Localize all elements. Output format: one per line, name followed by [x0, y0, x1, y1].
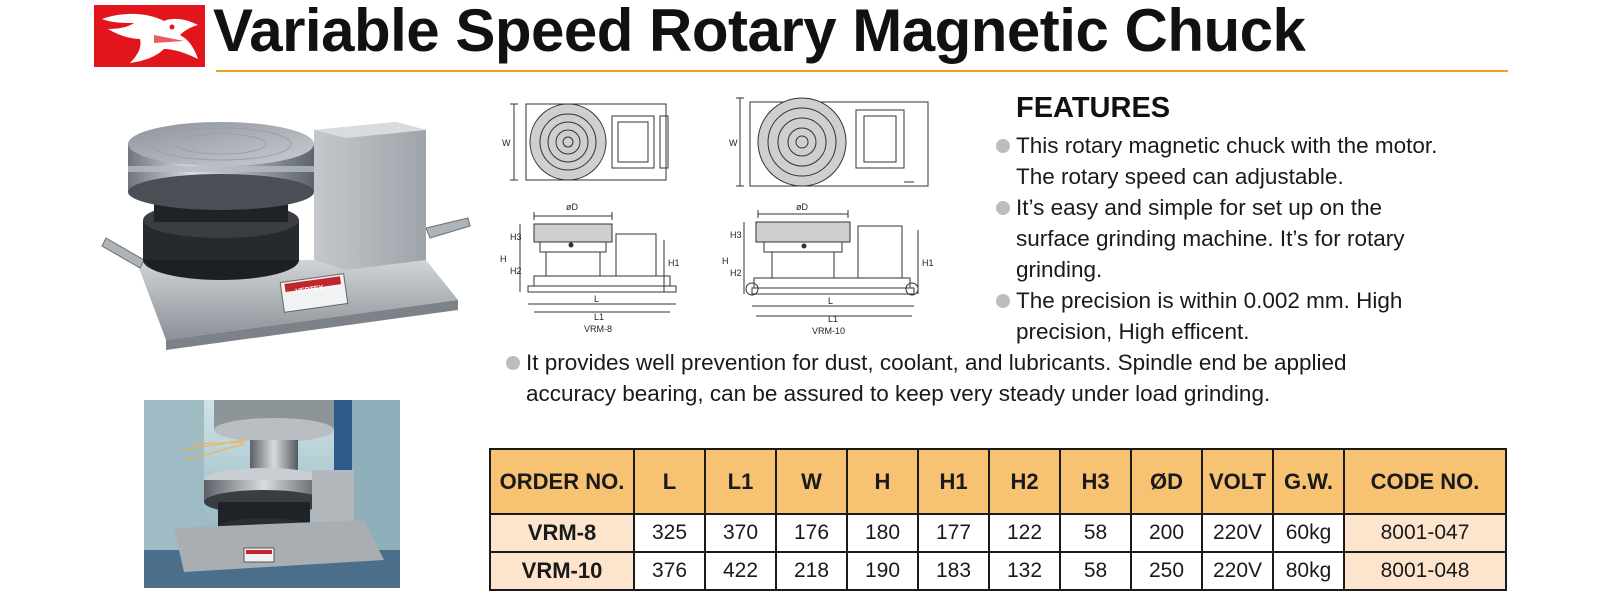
bullet-icon: [996, 294, 1010, 308]
dim-h3-label: H3: [730, 230, 742, 240]
drawing-vrm-10: [722, 90, 943, 340]
column-header: H: [847, 449, 918, 514]
dim-h1-label: H1: [922, 258, 934, 268]
dim-l-label: L: [828, 296, 834, 306]
dim-diameter-label: øD: [566, 202, 578, 212]
table-row: [490, 514, 1506, 552]
features-heading: FEATURES: [1016, 92, 1171, 124]
dim-w-label: W: [729, 138, 738, 148]
column-header: CODE NO.: [1344, 449, 1506, 514]
eagle-icon: [94, 5, 205, 67]
column-header: H1: [918, 449, 989, 514]
product-photo: [96, 110, 480, 350]
nameplate-text: VERTEX: [295, 284, 324, 296]
table-cell: 180: [847, 514, 918, 552]
feature-text: The rotary speed can adjustable.: [1016, 164, 1344, 189]
table-cell: 58: [1060, 514, 1131, 552]
feature-text: accuracy bearing, can be assured to keep very steady under load grinding.: [526, 381, 1271, 406]
column-header: L: [634, 449, 705, 514]
column-header: G.W.: [1273, 449, 1344, 514]
order-no-cell: VRM-8: [490, 514, 634, 552]
feature-item-2: [1016, 192, 1405, 285]
table-cell: 220V: [1202, 514, 1273, 552]
dim-h-label: H: [722, 256, 729, 266]
bullet-icon: [996, 139, 1010, 153]
table-row: [490, 552, 1506, 590]
table-cell: 325: [634, 514, 705, 552]
dim-h3-label: H3: [510, 232, 522, 242]
bullet-icon: [996, 201, 1010, 215]
dim-h-label: H: [500, 254, 507, 264]
table-cell: 122: [989, 514, 1060, 552]
bullet-icon: [506, 356, 520, 370]
feature-text: grinding.: [1016, 257, 1103, 282]
dim-l1-label: L1: [594, 312, 605, 322]
spec-table: [489, 448, 1507, 591]
dim-h2-label: H2: [510, 266, 522, 276]
table-cell: 132: [989, 552, 1060, 590]
feature-text: surface grinding machine. It’s for rotary: [1016, 226, 1405, 251]
column-header: H3: [1060, 449, 1131, 514]
table-cell: 220V: [1202, 552, 1273, 590]
code-no-cell: 8001-048: [1344, 552, 1506, 590]
feature-text: This rotary magnetic chuck with the motor.: [1016, 133, 1438, 158]
table-header-row: [490, 449, 1506, 514]
feature-text: The precision is within 0.002 mm. High: [1016, 288, 1403, 313]
feature-text: It provides well prevention for dust, coolant, and lubricants. Spindle end be applied: [526, 350, 1347, 375]
dim-l1-label: L1: [828, 314, 839, 324]
column-header: ORDER NO.: [490, 449, 634, 514]
table-cell: 183: [918, 552, 989, 590]
dim-h2-label: H2: [730, 268, 742, 278]
drawing-vrm-8: [500, 90, 690, 340]
table-cell: 370: [705, 514, 776, 552]
feature-text: precision, High efficent.: [1016, 319, 1250, 344]
table-cell: 60kg: [1273, 514, 1344, 552]
table-cell: 190: [847, 552, 918, 590]
table-cell: 250: [1131, 552, 1202, 590]
dim-w-label: W: [502, 138, 511, 148]
drawing-model-label: VRM-10: [812, 326, 846, 336]
dim-h1-label: H1: [668, 258, 680, 268]
page-title: Variable Speed Rotary Magnetic Chuck: [213, 0, 1306, 64]
table-cell: 218: [776, 552, 847, 590]
table-cell: 176: [776, 514, 847, 552]
dim-diameter-label: øD: [796, 202, 808, 212]
title-underline: [216, 70, 1508, 72]
column-header: W: [776, 449, 847, 514]
table-cell: 58: [1060, 552, 1131, 590]
table-cell: 80kg: [1273, 552, 1344, 590]
eagle-logo: [94, 5, 205, 67]
table-cell: 376: [634, 552, 705, 590]
order-no-cell: VRM-10: [490, 552, 634, 590]
feature-text: It’s easy and simple for set up on the: [1016, 195, 1383, 220]
dim-l-label: L: [594, 294, 600, 304]
column-header: L1: [705, 449, 776, 514]
column-header: H2: [989, 449, 1060, 514]
column-header: ØD: [1131, 449, 1202, 514]
feature-item-1: [1016, 130, 1437, 192]
table-cell: 177: [918, 514, 989, 552]
machine-photo: [144, 400, 400, 588]
table-cell: 422: [705, 552, 776, 590]
drawing-model-label: VRM-8: [584, 324, 613, 334]
feature-item-3: [1016, 285, 1402, 347]
feature-item-4: [526, 347, 1347, 409]
column-header: VOLT: [1202, 449, 1273, 514]
table-cell: 200: [1131, 514, 1202, 552]
code-no-cell: 8001-047: [1344, 514, 1506, 552]
